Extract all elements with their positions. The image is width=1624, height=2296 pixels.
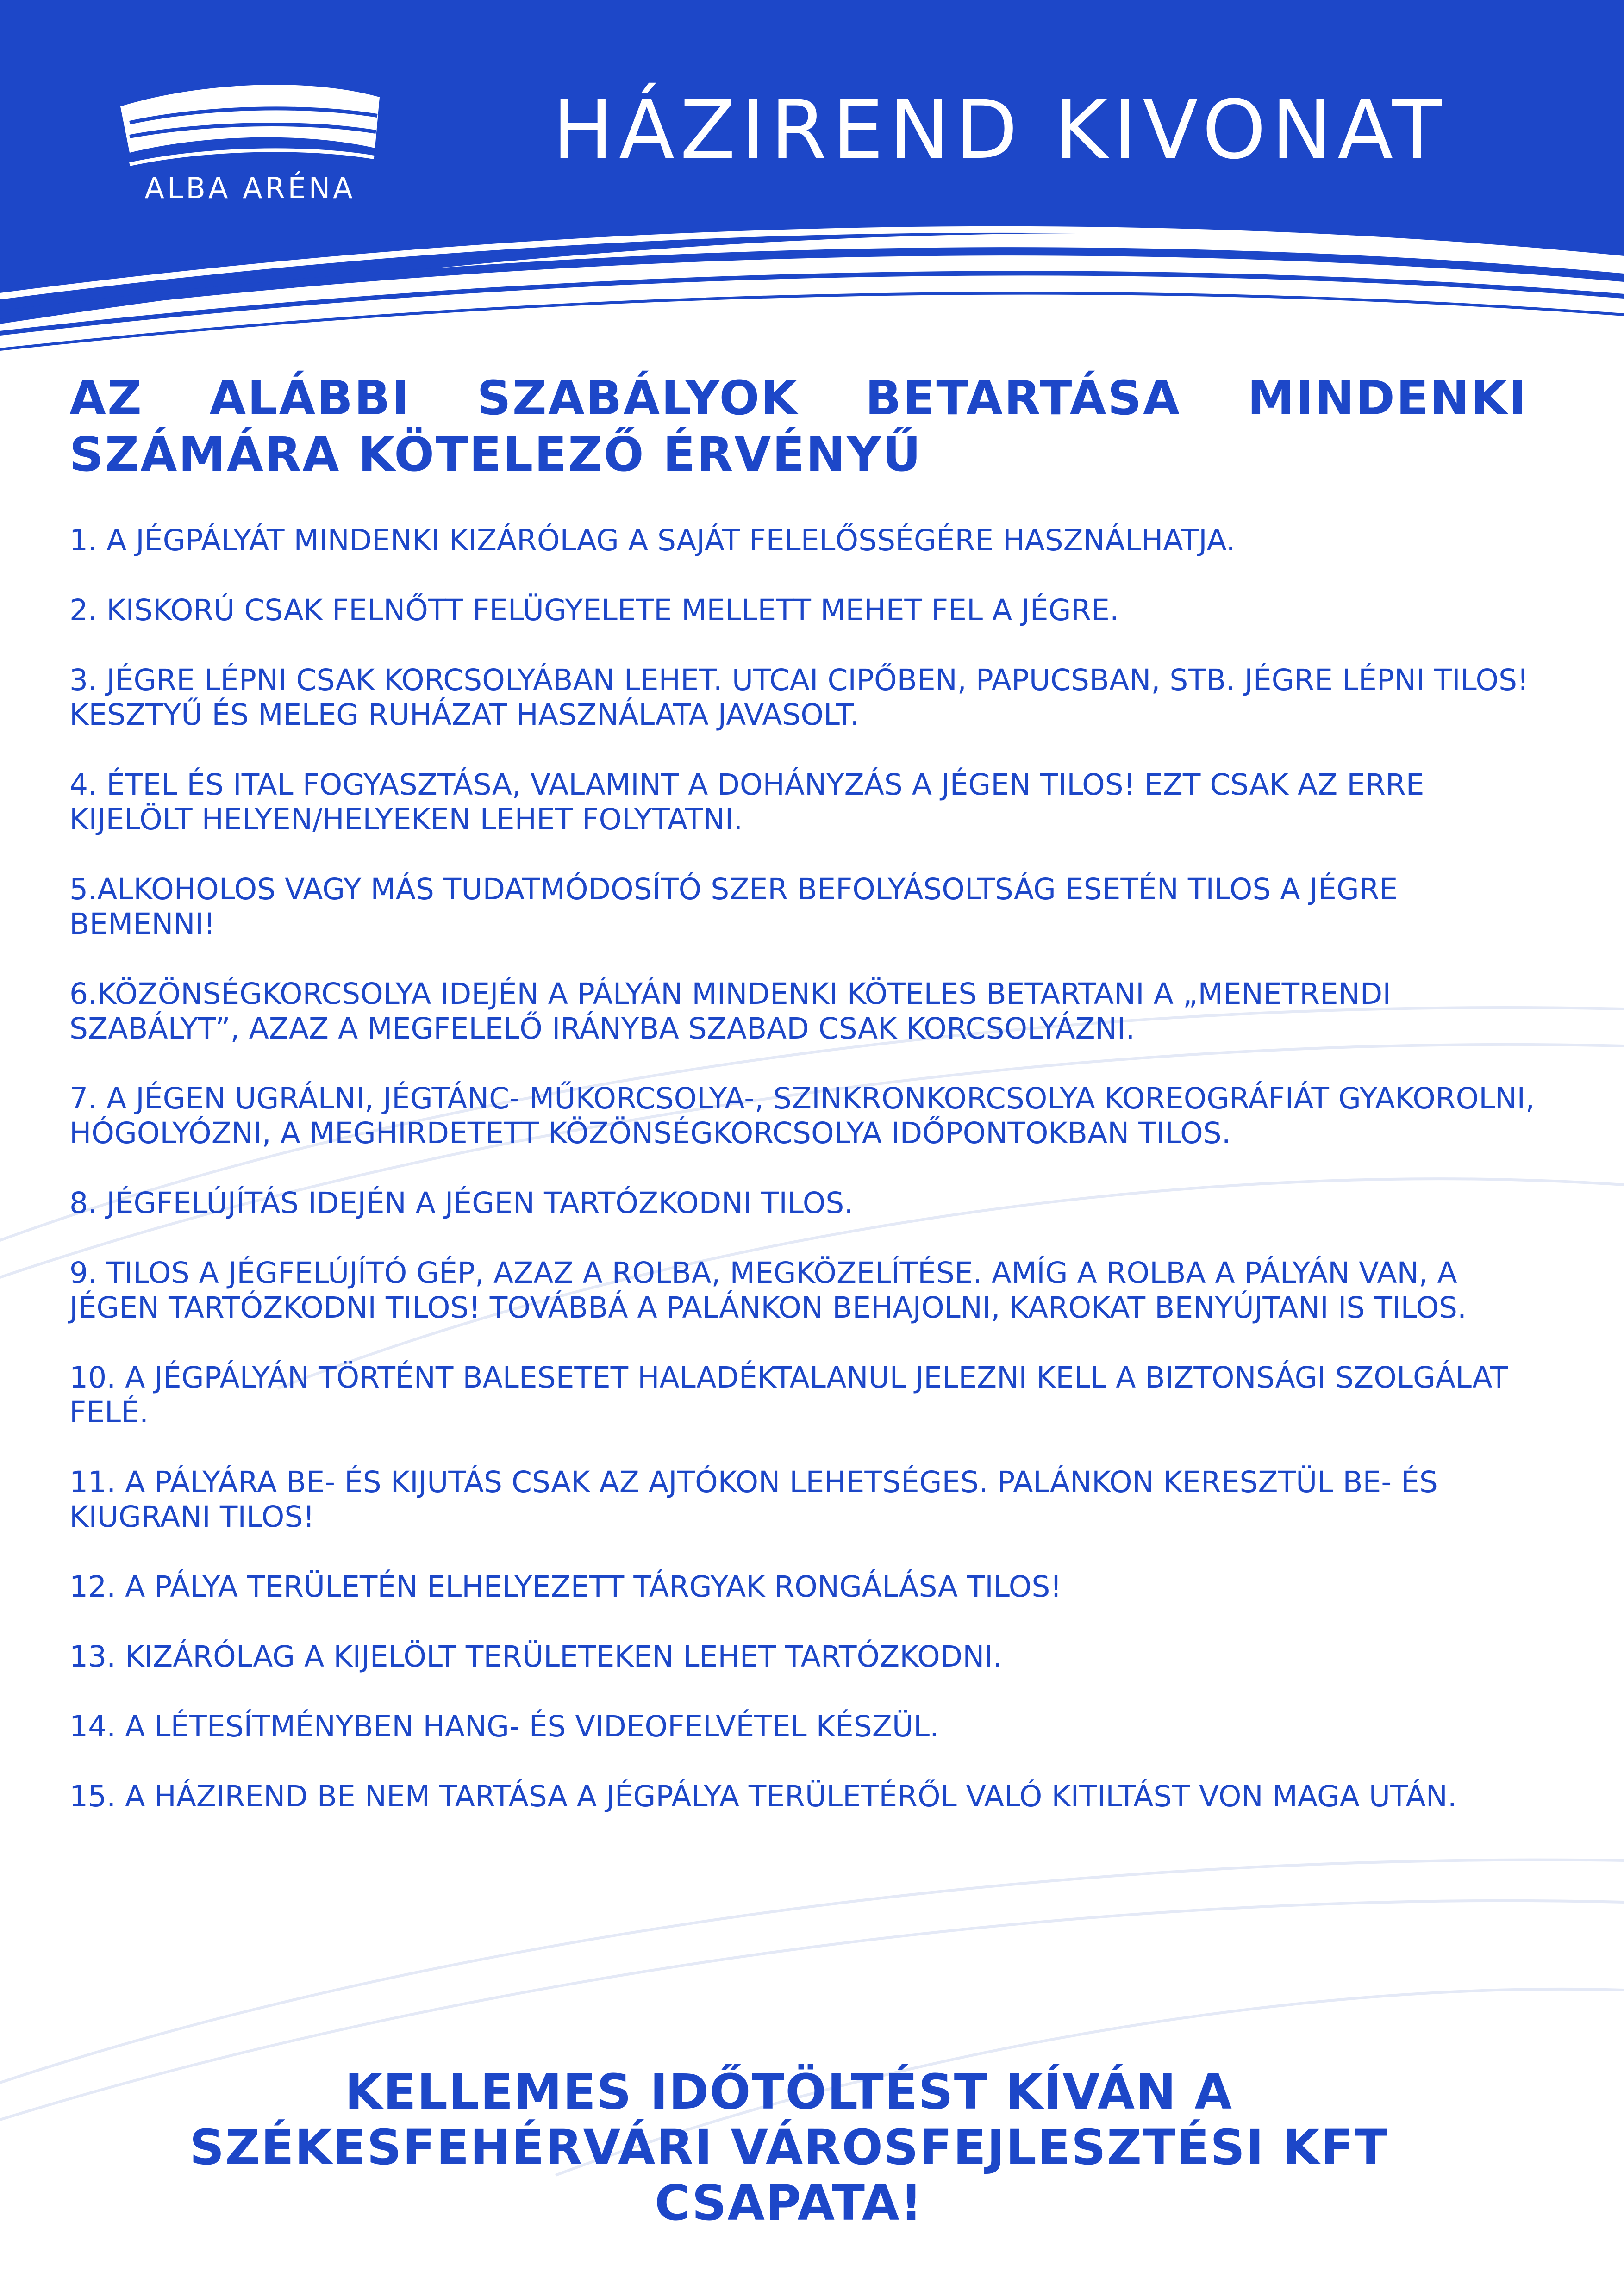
rules-heading: AZ ALÁBBI SZABÁLYOK BETARTÁSA MINDENKI SZÁMÁRA KÖTELEZŐ ÉRVÉNYŰ (69, 371, 1528, 482)
rule-item: 4. ÉTEL ÉS ITAL FOGYASZTÁSA, VALAMINT A DOHÁNYZÁS A JÉGEN TILOS! EZT CSAK AZ ERRE KIJELÖLT HELYEN/HELYEKEN LEHET FOLYTATNI. (69, 768, 1424, 836)
rule-item: 7. A JÉGEN UGRÁLNI, JÉGTÁNC- MŰKORCSOLYA-, SZINKRONKORCSOLYA KOREOGRÁFIÁT GYAKOROLNI, HÓGOLYÓZNI, A MEGHIRDETETT KÖZÖNSÉGKORCSOLYA IDŐPONTOKBAN TILOS. (69, 1082, 1535, 1150)
rule-item: 13. KIZÁRÓLAG A KIJELÖLT TERÜLETEKEN LEHET TARTÓZKODNI. (69, 1640, 1002, 1674)
rule-item: 9. TILOS A JÉGFELÚJÍTÓ GÉP, AZAZ A ROLBA, MEGKÖZELÍTÉSE. AMÍG A ROLBA A PÁLYÁN VAN, A JÉGEN TARTÓZKODNI TILOS! TOVÁBBÁ A PALÁNKON BEHAJOLNI, KAROKAT BENYÚJTANI IS TILOS. (69, 1256, 1467, 1325)
rule-item: 2. KISKORÚ CSAK FELNŐTT FELÜGYELETE MELLETT MEHET FEL A JÉGRE. (69, 593, 1119, 627)
closing-message (69, 2064, 1508, 2231)
rule-item: 12. A PÁLYA TERÜLETÉN ELHELYEZETT TÁRGYAK RONGÁLÁSA TILOS! (69, 1570, 1062, 1604)
rule-item: 11. A PÁLYÁRA BE- ÉS KIJUTÁS CSAK AZ AJTÓKON LEHETSÉGES. PALÁNKON KERESZTÜL BE- ÉS KIUGRANI TILOS! (69, 1465, 1438, 1534)
closing-line: CSAPATA! (655, 2175, 923, 2231)
rule-item: 14. A LÉTESÍTMÉNYBEN HANG- ÉS VIDEOFELVÉTEL KÉSZÜL. (69, 1710, 939, 1743)
rule-item: 10. A JÉGPÁLYÁN TÖRTÉNT BALESETET HALADÉKTALANUL JELEZNI KELL A BIZTONSÁGI SZOLGÁLAT FELÉ. (69, 1361, 1508, 1429)
rule-item: 15. A HÁZIREND BE NEM TARTÁSA A JÉGPÁLYA TERÜLETÉRŐL VALÓ KITILTÁST VON MAGA UTÁN. (69, 1780, 1457, 1813)
rule-item: 8. JÉGFELÚJÍTÁS IDEJÉN A JÉGEN TARTÓZKODNI TILOS. (69, 1186, 854, 1220)
page-title: HÁZIREND KIVONAT (552, 83, 1448, 177)
closing-line: SZÉKESFEHÉRVÁRI VÁROSFEJLESZTÉSI KFT (189, 2119, 1388, 2176)
rule-item: 6.KÖZÖNSÉGKORCSOLYA IDEJÉN A PÁLYÁN MINDENKI KÖTELES BETARTANI A „MENETRENDI SZABÁLYT”, AZAZ A MEGFELELŐ IRÁNYBA SZABAD CSAK KORCSOLYÁZNI. (69, 977, 1391, 1045)
logo-text: ALBA ARÉNA (144, 171, 356, 205)
rules-list (69, 523, 1551, 1849)
rule-item: 1. A JÉGPÁLYÁT MINDENKI KIZÁRÓLAG A SAJÁT FELELŐSSÉGÉRE HASZNÁLHATJA. (69, 523, 1236, 557)
rule-item: 3. JÉGRE LÉPNI CSAK KORCSOLYÁBAN LEHET. UTCAI CIPŐBEN, PAPUCSBAN, STB. JÉGRE LÉPNI TILOS! KESZTYŰ ÉS MELEG RUHÁZAT HASZNÁLATA JAVASOLT. (69, 663, 1529, 732)
rule-item: 5.ALKOHOLOS VAGY MÁS TUDATMÓDOSÍTÓ SZER BEFOLYÁSOLTSÁG ESETÉN TILOS A JÉGRE BEMENNI! (69, 872, 1398, 941)
closing-line: KELLEMES IDŐTÖLTÉST KÍVÁN A (345, 2064, 1233, 2120)
